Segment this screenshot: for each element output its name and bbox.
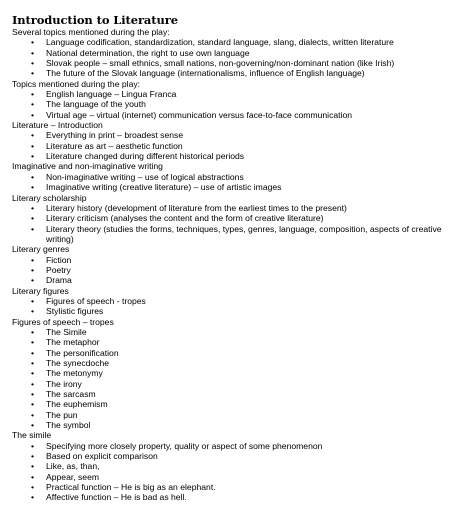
section (12, 317, 452, 431)
list-item (12, 306, 452, 316)
list-item (12, 461, 452, 471)
list-item-text: Literary theory (studies the forms, techniques, types, genres, language, composition, aspects of creative writing) (46, 223, 442, 244)
list-item-text: The language of the youth (46, 99, 146, 110)
list-item-text: The personification (46, 347, 119, 358)
list-item (12, 348, 452, 358)
bullet-icon: • (31, 409, 35, 420)
bullet-icon: • (31, 99, 35, 110)
list-item (12, 399, 452, 409)
bullet-icon: • (31, 295, 35, 306)
bullet-icon: • (31, 389, 35, 400)
bullet-icon: • (31, 58, 35, 69)
list-item-text: The metonymy (46, 368, 103, 379)
section-heading: Literary figures (12, 285, 69, 296)
bullet-list (12, 327, 452, 430)
section (12, 120, 452, 161)
bullet-list (12, 130, 452, 161)
list-item-text: The sarcasm (46, 389, 96, 400)
list-item (12, 58, 452, 68)
list-item (12, 130, 452, 140)
section-heading: The simile (12, 430, 52, 441)
section-heading: Topics mentioned during the play: (12, 78, 141, 89)
section (12, 193, 452, 245)
list-item (12, 441, 452, 451)
list-item (12, 255, 452, 265)
bullet-icon: • (31, 378, 35, 389)
list-item (12, 420, 452, 430)
list-item (12, 296, 452, 306)
bullet-icon: • (31, 182, 35, 193)
bullet-icon: • (31, 358, 35, 368)
list-item (12, 182, 452, 192)
list-item-text: Figures of speech - tropes (46, 295, 146, 306)
section-heading: Literature – Introduction (12, 120, 103, 131)
bullet-icon: • (31, 223, 35, 234)
section-heading: Literary genres (12, 244, 70, 255)
list-item (12, 368, 452, 378)
list-item (12, 472, 452, 482)
list-item-text: Specifying more closely property, quality or aspect of some phenomenon (46, 440, 323, 451)
section (12, 161, 452, 192)
list-item-text: Non-imaginative writing – use of logical abstractions (46, 171, 244, 182)
list-item-text: The euphemism (46, 399, 108, 410)
list-item (12, 213, 452, 223)
list-item (12, 224, 452, 245)
list-item-text: Drama (46, 275, 72, 286)
list-item (12, 327, 452, 337)
list-item-text: Stylistic figures (46, 306, 104, 317)
bullet-list (12, 172, 452, 193)
list-item (12, 337, 452, 347)
list-item (12, 492, 452, 502)
section (12, 79, 452, 120)
bullet-icon: • (31, 109, 35, 120)
bullet-icon: • (31, 202, 35, 213)
section (12, 244, 452, 285)
bullet-icon: • (31, 213, 35, 224)
list-item (12, 358, 452, 368)
bullet-list (12, 255, 452, 286)
section-heading: Literary scholarship (12, 192, 87, 203)
bullet-list (12, 203, 452, 244)
list-item (12, 172, 452, 182)
bullet-icon: • (31, 47, 35, 58)
bullet-list (12, 89, 452, 120)
bullet-icon: • (31, 275, 35, 286)
list-item (12, 410, 452, 420)
section-heading: Figures of speech – tropes (12, 316, 114, 327)
list-item-text: Based on explicit comparison (46, 451, 158, 462)
bullet-icon: • (31, 130, 35, 141)
document-title: Introduction to Literature (12, 13, 178, 27)
list-item (12, 203, 452, 213)
bullet-icon: • (31, 482, 35, 493)
list-item-text: The synecdoche (46, 358, 110, 368)
list-item-text: The pun (46, 409, 78, 420)
list-item (12, 68, 452, 78)
list-item-text: The irony (46, 378, 82, 389)
bullet-list (12, 296, 452, 317)
list-item-text: Practical function – He is big as an elephant. (46, 482, 216, 493)
bullet-list (12, 441, 452, 503)
list-item (12, 482, 452, 492)
document-body (12, 27, 452, 503)
bullet-icon: • (31, 471, 35, 482)
bullet-icon: • (31, 68, 35, 79)
list-item-text: The metaphor (46, 337, 100, 348)
list-item (12, 265, 452, 275)
list-item-text: English language – Lingua Franca (46, 89, 177, 100)
bullet-icon: • (31, 151, 35, 162)
bullet-icon: • (31, 420, 35, 431)
bullet-icon: • (31, 461, 35, 472)
list-item-text: Literature as art – aesthetic function (46, 140, 183, 151)
list-item-text: Virtual age – virtual (internet) communication versus face-to-face communication (46, 109, 353, 120)
list-item-text: The future of the Slovak language (internationalisms, influence of English language) (46, 68, 365, 79)
document-page (12, 14, 452, 503)
bullet-icon: • (31, 451, 35, 462)
section (12, 286, 452, 317)
bullet-icon: • (31, 337, 35, 348)
list-item-text: Everything in print – broadest sense (46, 130, 184, 141)
list-item (12, 89, 452, 99)
list-item (12, 275, 452, 285)
list-item-text: Affective function – He is bad as hell. (46, 492, 187, 503)
bullet-icon: • (31, 171, 35, 182)
list-item-text: Poetry (46, 264, 71, 275)
list-item-text: Literary history (development of literature from the earliest times to the present) (46, 202, 347, 213)
list-item (12, 141, 452, 151)
list-item (12, 48, 452, 58)
list-item-text: The symbol (46, 420, 91, 431)
list-item-text: National determination, the right to use own language (46, 47, 250, 58)
list-item-text: Appear, seem (46, 471, 100, 482)
list-item-text: Language codification, standardization, standard language, slang, dialects, written literature (46, 37, 394, 48)
bullet-icon: • (31, 399, 35, 410)
list-item-text: Literature changed during different historical periods (46, 151, 245, 162)
bullet-icon: • (31, 347, 35, 358)
list-item-text: Slovak people – small ethnics, small nations, non-governing/non-dominant nation (like Irish) (46, 58, 395, 69)
bullet-icon: • (31, 492, 35, 503)
list-item-text: Fiction (46, 254, 72, 265)
bullet-icon: • (31, 264, 35, 275)
section (12, 430, 452, 502)
list-item (12, 110, 452, 120)
list-item-text: The Simile (46, 326, 87, 337)
list-item (12, 389, 452, 399)
section-heading: Several topics mentioned during the play: (12, 27, 170, 37)
section-heading: Imaginative and non-imaginative writing (12, 161, 163, 172)
bullet-icon: • (31, 89, 35, 100)
list-item (12, 99, 452, 109)
section (12, 27, 452, 79)
bullet-icon: • (31, 368, 35, 379)
bullet-icon: • (31, 306, 35, 317)
bullet-icon: • (31, 140, 35, 151)
list-item-text: Like, as, than, (46, 461, 100, 472)
list-item (12, 451, 452, 461)
list-item (12, 37, 452, 47)
bullet-icon: • (31, 440, 35, 451)
bullet-icon: • (31, 37, 35, 48)
bullet-icon: • (31, 326, 35, 337)
list-item (12, 151, 452, 161)
bullet-list (12, 37, 452, 78)
bullet-icon: • (31, 254, 35, 265)
list-item-text: Literary criticism (analyses the content and the form of creative literature) (46, 213, 324, 224)
list-item-text: Imaginative writing (creative literature) – use of artistic images (46, 182, 282, 193)
list-item (12, 379, 452, 389)
